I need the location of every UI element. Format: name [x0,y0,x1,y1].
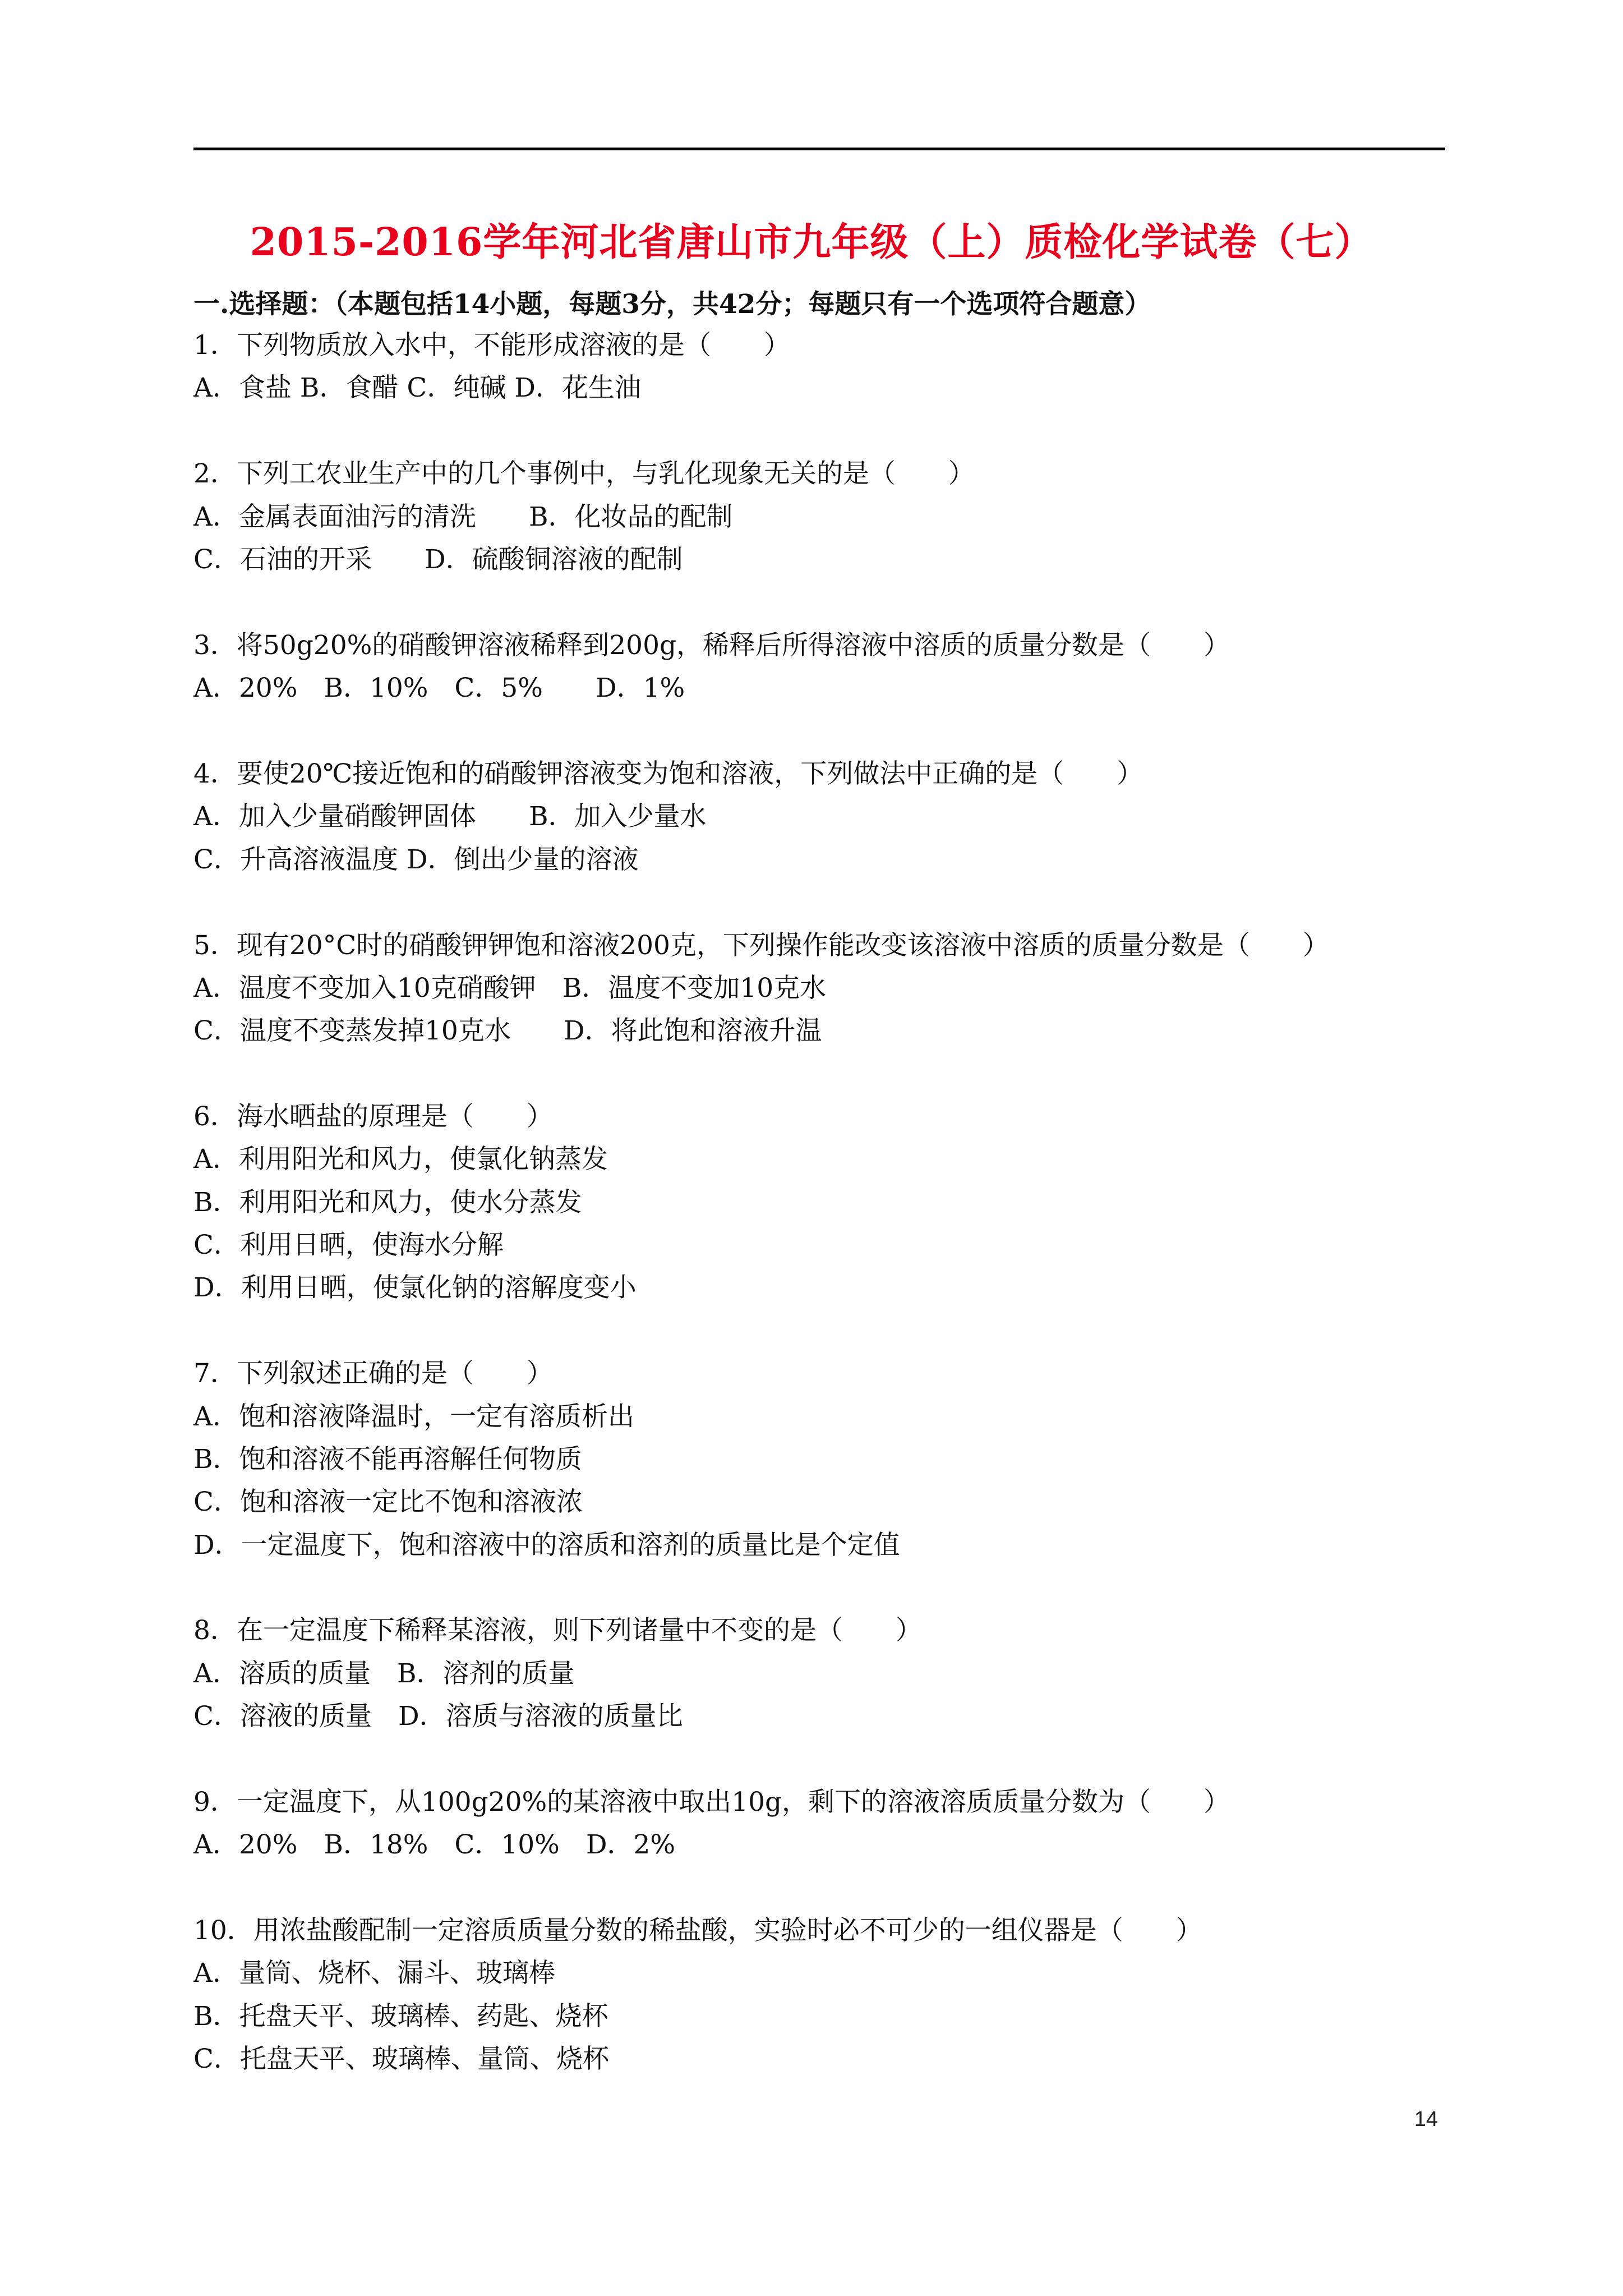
question-options: B．利用阳光和风力，使水分蒸发 [193,1187,582,1218]
section-heading: 一.选择题：（本题包括14小题，每题3分，共42分；每题只有一个选项符合题意） [193,289,1151,320]
question-stem: 4．要使20℃接近饱和的硝酸钾溶液变为饱和溶液，下列做法中正确的是（ ） [193,758,1144,789]
question-stem: 10．用浓盐酸配制一定溶质质量分数的稀盐酸，实验时必不可少的一组仪器是（ ） [193,1915,1202,1946]
question-options: D．利用日晒，使氯化钠的溶解度变小 [193,1272,637,1303]
question-stem: 8．在一定温度下稀释某溶液，则下列诸量中不变的是（ ） [193,1615,922,1646]
question-stem: 7．下列叙述正确的是（ ） [193,1358,553,1389]
question-options: A．加入少量硝酸钾固体 B．加入少量水 [193,801,707,832]
question-options: C．石油的开采 D．硫酸铜溶液的配制 [193,544,683,575]
question-options: A．溶质的质量 B．溶剂的质量 [193,1658,575,1689]
question-stem: 2．下列工农业生产中的几个事例中，与乳化现象无关的是（ ） [193,458,975,489]
header-rule [193,148,1445,150]
question-options: A．饱和溶液降温时，一定有溶质析出 [193,1401,634,1432]
question-options: C．托盘天平、玻璃棒、量筒、烧杯 [193,2044,609,2074]
question-stem: 9．一定温度下，从100g20%的某溶液中取出10g，剩下的溶液溶质质量分数为（ ） [193,1787,1230,1818]
question-stem: 3．将50g20%的硝酸钾溶液稀释到200g，稀释后所得溶液中溶质的质量分数是（ ） [193,630,1230,661]
question-options: A．20% B．18% C．10% D．2% [193,1829,676,1860]
question-options: A．量筒、烧杯、漏斗、玻璃棒 [193,1958,555,1989]
question-options: C．饱和溶液一定比不饱和溶液浓 [193,1487,583,1517]
question-stem: 5．现有20°C时的硝酸钾钾饱和溶液200克，下列操作能改变该溶液中溶质的质量分数是（ ） [193,930,1329,961]
question-options: A．20% B．10% C．5% D．1% [193,673,685,703]
question-options: A．温度不变加入10克硝酸钾 B．温度不变加10克水 [193,973,827,1004]
page-number: 14 [1414,2108,1438,2131]
question-options: D．一定温度下，饱和溶液中的溶质和溶剂的质量比是个定值 [193,1530,900,1561]
question-stem: 1．下列物质放入水中，不能形成溶液的是（ ） [193,330,790,361]
question-options: B．托盘天平、玻璃棒、药匙、烧杯 [193,2001,608,2032]
question-options: C．升高溶液温度 D．倒出少量的溶液 [193,844,639,875]
question-options: C．温度不变蒸发掉10克水 D．将此饱和溶液升温 [193,1015,822,1046]
question-stem: 6．海水晒盐的原理是（ ） [193,1101,553,1132]
question-options: A．金属表面油污的清洗 B．化妆品的配制 [193,501,733,532]
question-options: C．溶液的质量 D．溶质与溶液的质量比 [193,1701,683,1732]
question-options: A．利用阳光和风力，使氯化钠蒸发 [193,1144,608,1175]
exam-title: 2015-2016学年河北省唐山市九年级（上）质检化学试卷（七） [250,220,1373,265]
question-options: A．食盐 B．食醋 C．纯碱 D．花生油 [193,372,641,403]
question-options: C．利用日晒，使海水分解 [193,1230,504,1260]
question-options: B．饱和溶液不能再溶解任何物质 [193,1444,582,1475]
